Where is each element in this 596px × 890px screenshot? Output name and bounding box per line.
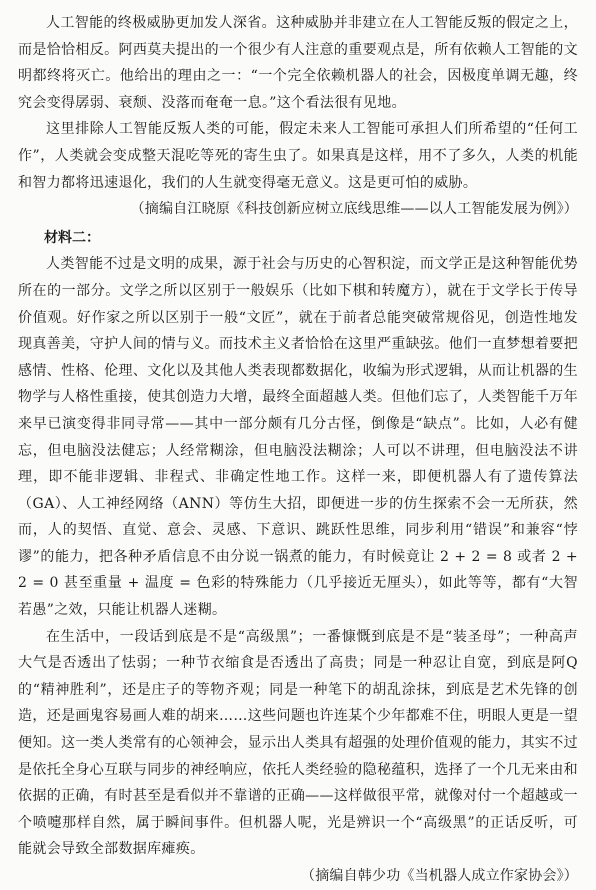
material-one-section bbox=[18, 10, 578, 223]
material-two-heading: 材料二： bbox=[44, 229, 100, 246]
material-one-source: （摘编自江晓原《科技创新应树立底线思维——以人工智能发展为例》） bbox=[130, 201, 578, 218]
material-two-section bbox=[18, 225, 578, 890]
material-one-paragraph-2: 这里排除人工智能反叛人类的可能，假定未来人工智能可承担人们所希望的“任何工作”，人类就会变成整天混吃等死的寄生虫了。如果真是这样，用不了多久，人类的机能和智力都将迅速退化，我们的人生就变得毫无意义。这是更可怕的威胁。 bbox=[18, 121, 578, 191]
material-two-paragraph-2: 在生活中，一段话到底是不是“高级黑”；一番慷慨到底是不是“装圣母”；一种高声大气是否透出了怯弱；一种节衣缩食是否透出了高贵；同是一种忍让自宽，到底是阿Q的“精神胜利”，还是庄子的等物齐观；同是一种笔下的胡乱涂抹，到底是艺术先锋的创造，还是画鬼容易画人难的胡来……这些问题也许连某个少年都难不住，明眼人更是一望便知。这一类人类常有的心领神会，显示出人类具有超强的处理价值观的能力，其实不过是依托全身心互联与同步的神经响应，依托人类经验的隐秘蕴积，选择了一个几无来由和依据的正确，有时甚至是看似并不靠谱的正确——这样做很平常，就像对付一个超越或一个喷嚏那样自然，属于瞬间事件。但机器人呢，光是辨识一个“高级黑”的正话反听，可能就会导致全部数据库瘫痪。 bbox=[18, 628, 578, 858]
material-two-source: （摘编自韩少功《当机器人成立作家协会》） bbox=[301, 868, 578, 884]
material-one-paragraph-1: 人工智能的终极威胁更加发人深省。这种威胁并非建立在人工智能反叛的假定之上，而是恰恰相反。阿西莫夫提出的一个很少有人注意的重要观点是，所有依赖人工智能的文明都终将灭亡。他给出的理由之一：“一个完全依赖机器人的社会，因极度单调无趣，终究会变得孱弱、衰颓、没落而奄奄一息。”这个看法很有见地。 bbox=[18, 15, 578, 111]
material-two-paragraph-1: 人类智能不过是文明的成果，源于社会与历史的心智积淀，而文学正是这种智能优势所在的一部分。文学之所以区别于一般娱乐（比如下棋和转魔方），就在于文学长于传导价值观。好作家之所以区别于一般“文匠”，就在于前者总能突破常规俗见，创造性地发现真善美，守护人间的情与义。而技术主义者恰恰在这里严重缺弦。他们一直梦想着要把感情、性格、伦理、文化以及其他人类表现都数据化，收编为形式逻辑，从而让机器的生物学与人格性重接，使其创造力大增，最终全面超越人类。但他们忘了，人类智能千万年来早已演变得非同寻常——其中一部分颇有几分古怪，倒像是“缺点”。比如，人必有健忘，但电脑没法健忘；人经常糊涂，但电脑没法糊涂；人可以不讲理，但电脑没法不讲理，即不能非逻辑、非程式、非确定性地工作。这样一来，即便机器人有了遗传算法（GA）、人工神经网络（ANN）等仿生大招，即便进一步的仿生探索不会一无所获，然而，人的契悟、直觉、意会、灵感、下意识、跳跃性思维，同步利用“错误”和兼容“悖谬”的能力，把各种矛盾信息不由分说一锅煮的能力，有时候竟让 2 + 2 = 8 或者 2 + 2 = 0 甚至重量 + 温度 = 色彩的特殊能力（几乎接近无厘头），如此等等，都有“大智若愚”之效，只能让机器人迷糊。 bbox=[18, 256, 578, 619]
